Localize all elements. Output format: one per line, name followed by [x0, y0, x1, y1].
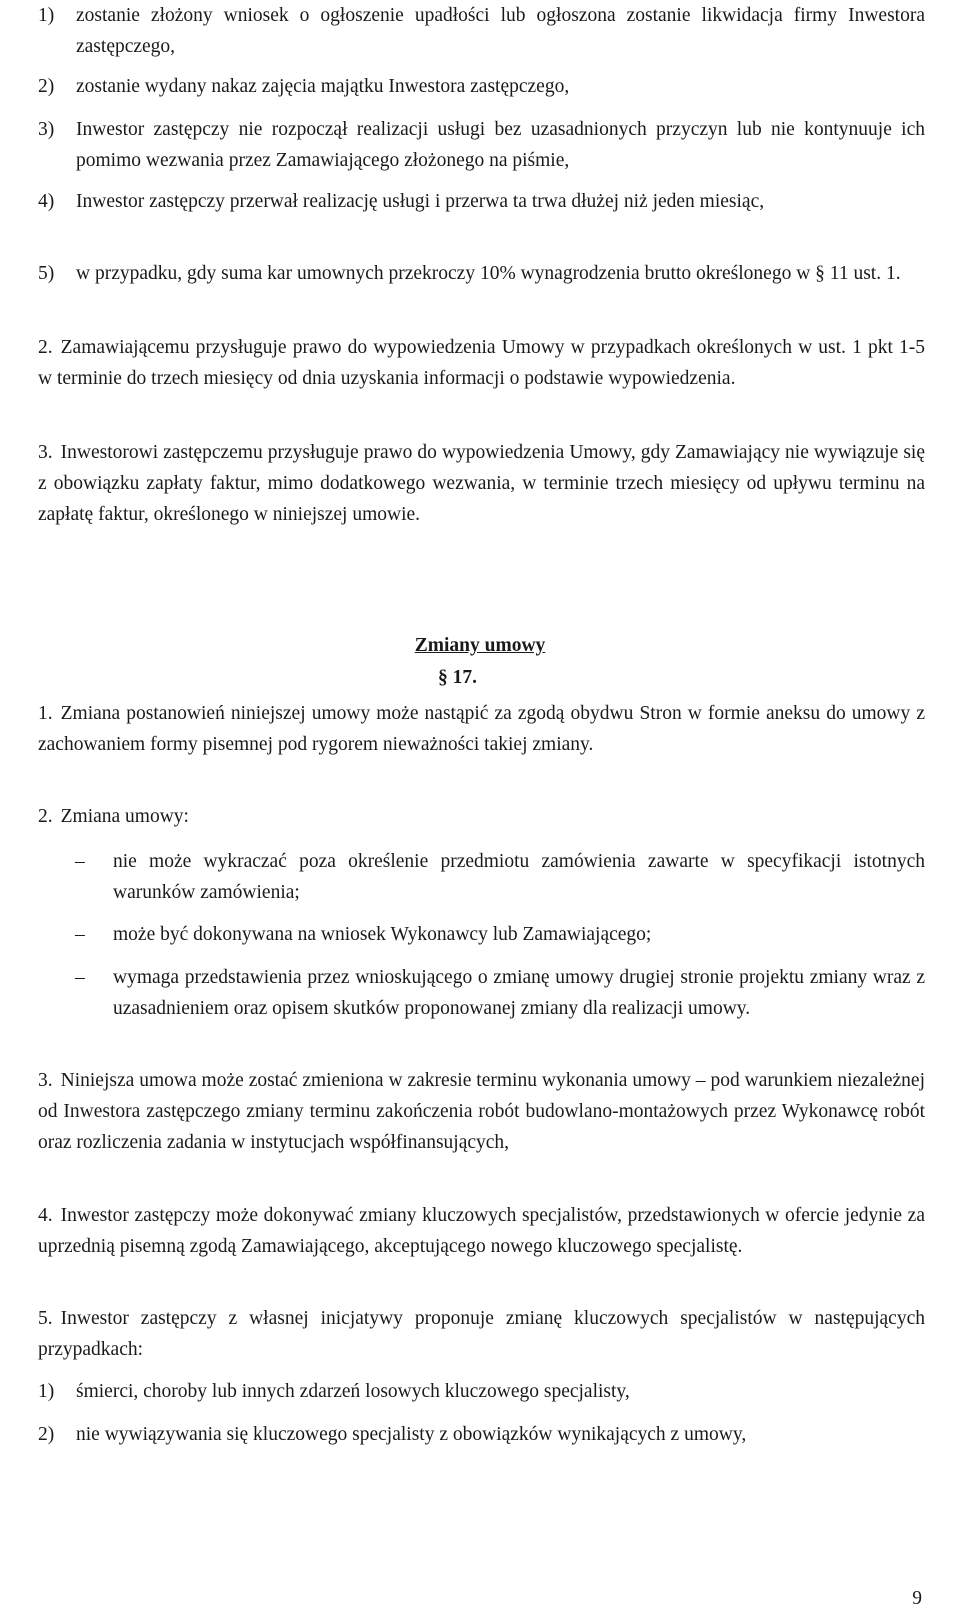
paragraph-number: 2.: [38, 337, 53, 358]
page-number: 9: [912, 1588, 922, 1609]
list-item: [38, 258, 925, 289]
paragraph-number: 4.: [38, 1205, 53, 1226]
paragraph-body: [38, 332, 925, 394]
paragraph-body: [38, 437, 925, 530]
dash-list-item: [75, 962, 925, 1024]
list-item: [38, 186, 925, 217]
list-item-number: 1): [38, 1381, 55, 1402]
list-item-number: 2): [38, 1424, 55, 1445]
paragraph: [0, 1065, 925, 1158]
paragraph-body: [38, 801, 925, 832]
paragraph: [0, 698, 925, 760]
list-item: [38, 0, 925, 62]
dash-list-item-text: nie może wykraczać poza określenie przedmiotu zamówienia zawarte w specyfikacji istotnych warunków zamówienia;: [113, 851, 925, 903]
list-item-text: Inwestor zastępczy przerwał realizację usługi i przerwa ta trwa dłużej niż jeden miesiąc,: [76, 191, 765, 212]
list-item-number: 4): [38, 191, 55, 212]
paragraph-text: Zamawiającemu przysługuje prawo do wypowiedzenia Umowy w przypadkach określonych w ust. 1 pkt 1-5 w terminie do trzech miesięcy od dnia uzyskania informacji o podstawie wypowiedzenia.: [38, 337, 925, 389]
dash-list-item: [75, 846, 925, 908]
paragraph-text: Inwestor zastępczy może dokonywać zmiany kluczowych specjalistów, przedstawionych w ofercie jedynie za uprzednią pisemną zgodą Zamawiającego, akceptującego nowego kluczowego specjalistę.: [38, 1205, 925, 1257]
paragraph-body: [38, 698, 925, 760]
list-item-text: zostanie złożony wniosek o ogłoszenie upadłości lub ogłoszona zostanie likwidacja firmy Inwestora zastępczego,: [76, 5, 925, 57]
paragraph: [0, 1200, 925, 1262]
list-item: [38, 1376, 925, 1407]
dash-bullet: –: [75, 924, 85, 945]
paragraph-number: 3.: [38, 442, 53, 463]
paragraph: [0, 801, 925, 832]
paragraph-number: 5.: [38, 1308, 53, 1329]
paragraph-text: Inwestor zastępczy z własnej inicjatywy proponuje zmianę kluczowych specjalistów w następujących przypadkach:: [38, 1308, 925, 1360]
section-title: Zmiany umowy: [414, 635, 546, 656]
list-item-text: Inwestor zastępczy nie rozpoczął realizacji usługi bez uzasadnionych przyczyn lub nie kontynuuje ich pomimo wezwania przez Zamawiającego złożonego na piśmie,: [76, 119, 925, 171]
paragraph-number: 3.: [38, 1070, 53, 1091]
list-item-text: w przypadku, gdy suma kar umownych przekroczy 10% wynagrodzenia brutto określonego w § 11 ust. 1.: [76, 263, 901, 284]
paragraph: [0, 332, 925, 394]
dash-list-item: [75, 919, 925, 950]
list-item-number: 2): [38, 76, 55, 97]
dash-bullet: –: [75, 851, 85, 872]
section-number: § 17.: [438, 667, 477, 688]
list-item: [38, 1419, 925, 1450]
paragraph-number: 1.: [38, 703, 53, 724]
list-item: [38, 71, 925, 102]
list-item-number: 1): [38, 5, 55, 26]
list-item: [38, 114, 925, 176]
dash-list-item-text: może być dokonywana na wniosek Wykonawcy lub Zamawiającego;: [113, 924, 652, 945]
paragraph: [0, 437, 925, 530]
paragraph-text: Zmiana umowy:: [60, 806, 189, 827]
paragraph-text: Niniejsza umowa może zostać zmieniona w zakresie terminu wykonania umowy – pod warunkiem niezależnej od Inwestora zastępczego zmiany terminu zakończenia robót budowlano-montażowych przez Wykonawcę robót oraz rozliczenia zadania w instytucjach współfinansujących,: [38, 1070, 925, 1153]
list-item-text: zostanie wydany nakaz zajęcia majątku Inwestora zastępczego,: [76, 76, 570, 97]
paragraph-number: 2.: [38, 806, 53, 827]
paragraph-text: Inwestorowi zastępczemu przysługuje prawo do wypowiedzenia Umowy, gdy Zamawiający nie wywiązuje się z obowiązku zapłaty faktur, mimo dodatkowego wezwania, w terminie trzech miesięcy od upływu terminu na zapłatę faktur, określonego w niniejszej umowie.: [38, 442, 925, 525]
paragraph-body: [38, 1303, 925, 1365]
paragraph: [0, 1303, 925, 1365]
list-item-text: śmierci, choroby lub innych zdarzeń losowych kluczowego specjalisty,: [76, 1381, 630, 1402]
dash-bullet: –: [75, 967, 85, 988]
dash-list-item-text: wymaga przedstawienia przez wnioskującego o zmianę umowy drugiej stronie projektu zmiany wraz z uzasadnieniem oraz opisem skutków proponowanej zmiany dla realizacji umowy.: [113, 967, 925, 1019]
paragraph-body: [38, 1065, 925, 1158]
list-item-text: nie wywiązywania się kluczowego specjalisty z obowiązków wynikających z umowy,: [76, 1424, 747, 1445]
list-item-number: 5): [38, 263, 55, 284]
paragraph-body: [38, 1200, 925, 1262]
list-item-number: 3): [38, 119, 55, 140]
paragraph-text: Zmiana postanowień niniejszej umowy może nastąpić za zgodą obydwu Stron w formie aneksu do umowy z zachowaniem formy pisemnej pod rygorem nieważności takiej zmiany.: [38, 703, 925, 755]
